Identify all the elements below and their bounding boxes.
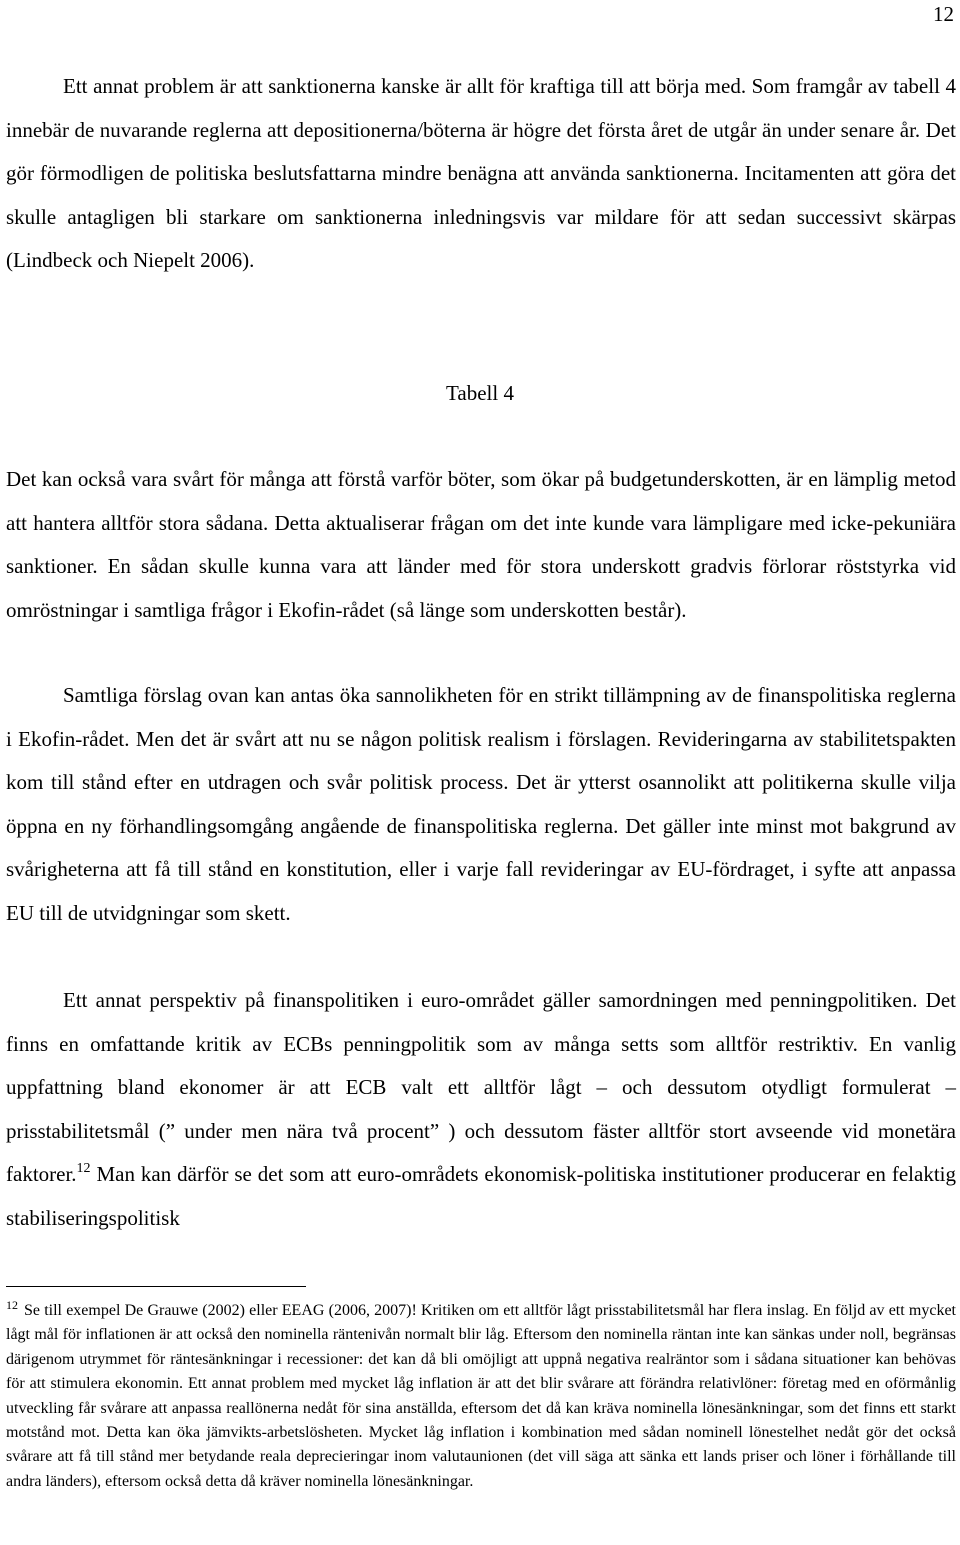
paragraph-monetary-policy-text-b: Man kan därför se det som att euro-områdets ekonomisk-politiska institutioner producerar en felaktig stabiliseringspolitisk xyxy=(6,1162,956,1230)
paragraph-monetary-policy-text-a: Ett annat perspektiv på finanspolitiken i euro-området gäller samordningen med penningpolitiken. Det finns en omfattande kritik av ECBs penningpolitik som av många setts som alltför restriktiv. En vanlig uppfattning bland ekonomer är att ECB valt ett alltför lågt – och dessutom otydligt formulerat – prisstabilitetsmål (” under men nära två procent” ) och dessutom fäster alltför stort avseende vid monetära faktorer. xyxy=(6,988,956,1187)
footnote-divider xyxy=(6,1286,306,1287)
footnote-text: Se till exempel De Grauwe (2002) eller EEAG (2006, 2007)! Kritiken om ett alltför lågt prisstabilitetsmål har flera inslag. En följd av ett mycket lågt mål för inflationen är att också den nominella räntenivån normalt blir låg. Eftersom den nominella räntan inte kan sänkas under noll, begränsas därigenom utrymmet för räntesänkningar i recessioner: det kan då bli omöjligt att uppnå negativa realräntor som i sådana situationer kan behövas för att stimulera ekonomin. Ett annat problem med mycket låg inflation är att det blir svårare att förändra relativlöner: företag med en oförmånlig utveckling får svårare att anpassa reallönerna nedåt för sina anställda, eftersom det då kan kräva nominella lönesänkningar, som det finns ett starkt motstånd mot. Detta kan öka jämvikts-arbetslösheten. Mycket låg inflation i kombination med sådan nominell lönestelhet nedåt gör det också svårare att få till stånd mer betydande reala deprecieringar inom valutaunionen (det vill säga att sänka ett lands priser och löner i förhållande till andra länders), eftersom också detta då kräver nominella lönesänkningar. xyxy=(6,1302,956,1490)
footnote-reference[interactable]: 12 xyxy=(76,1161,91,1177)
page-number: 12 xyxy=(933,2,954,26)
paragraph-sanctions: Ett annat problem är att sanktionerna kanske är allt för kraftiga till att börja med. Som framgår av tabell 4 innebär de nuvarande reglerna att depositionerna/böterna är högre det första året de utgår än under senare år. Det gör förmodligen de politiska beslutsfattarna mindre benägna att använda sanktionerna. Incitamenten att göra det skulle antagligen bli starkare om sanktionerna inledningsvis var mildare för att sedan successivt skärpas (Lindbeck och Niepelt 2006). xyxy=(6,74,956,273)
paragraph-monetary-policy xyxy=(6,979,956,1241)
table-caption: Tabell 4 xyxy=(446,381,514,405)
footnote-mark: 12 xyxy=(6,1298,18,1312)
footnote xyxy=(6,1299,956,1494)
paragraph-non-pecuniary-sanctions: Det kan också vara svårt för många att förstå varför böter, som ökar på budgetunderskotten, är en lämplig metod att hantera alltför stora sådana. Detta aktualiserar frågan om det inte kunde vara lämpligare med icke-pekuniära sanktioner. En sådan skulle kunna vara att länder med för stora underskott gradvis förlorar röststyrka vid omröstningar i samtliga frågor i Ekofin-rådet (så länge som underskotten består). xyxy=(6,467,956,622)
paragraph-political-realism: Samtliga förslag ovan kan antas öka sannolikheten för en strikt tillämpning av de finanspolitiska reglerna i Ekofin-rådet. Men det är svårt att nu se någon politisk realism i förslagen. Revideringarna av stabilitetspakten kom till stånd efter en utdragen och svår politisk process. Det är ytterst osannolikt att politikerna skulle vilja öppna en ny förhandlingsomgång angående de finanspolitiska reglerna. Det gäller inte minst mot bakgrund av svårigheterna att få till stånd en konstitution, eller i varje fall revideringar av EU-fördraget, i syfte att anpassa EU till de utvidgningar som skett. xyxy=(6,683,956,925)
